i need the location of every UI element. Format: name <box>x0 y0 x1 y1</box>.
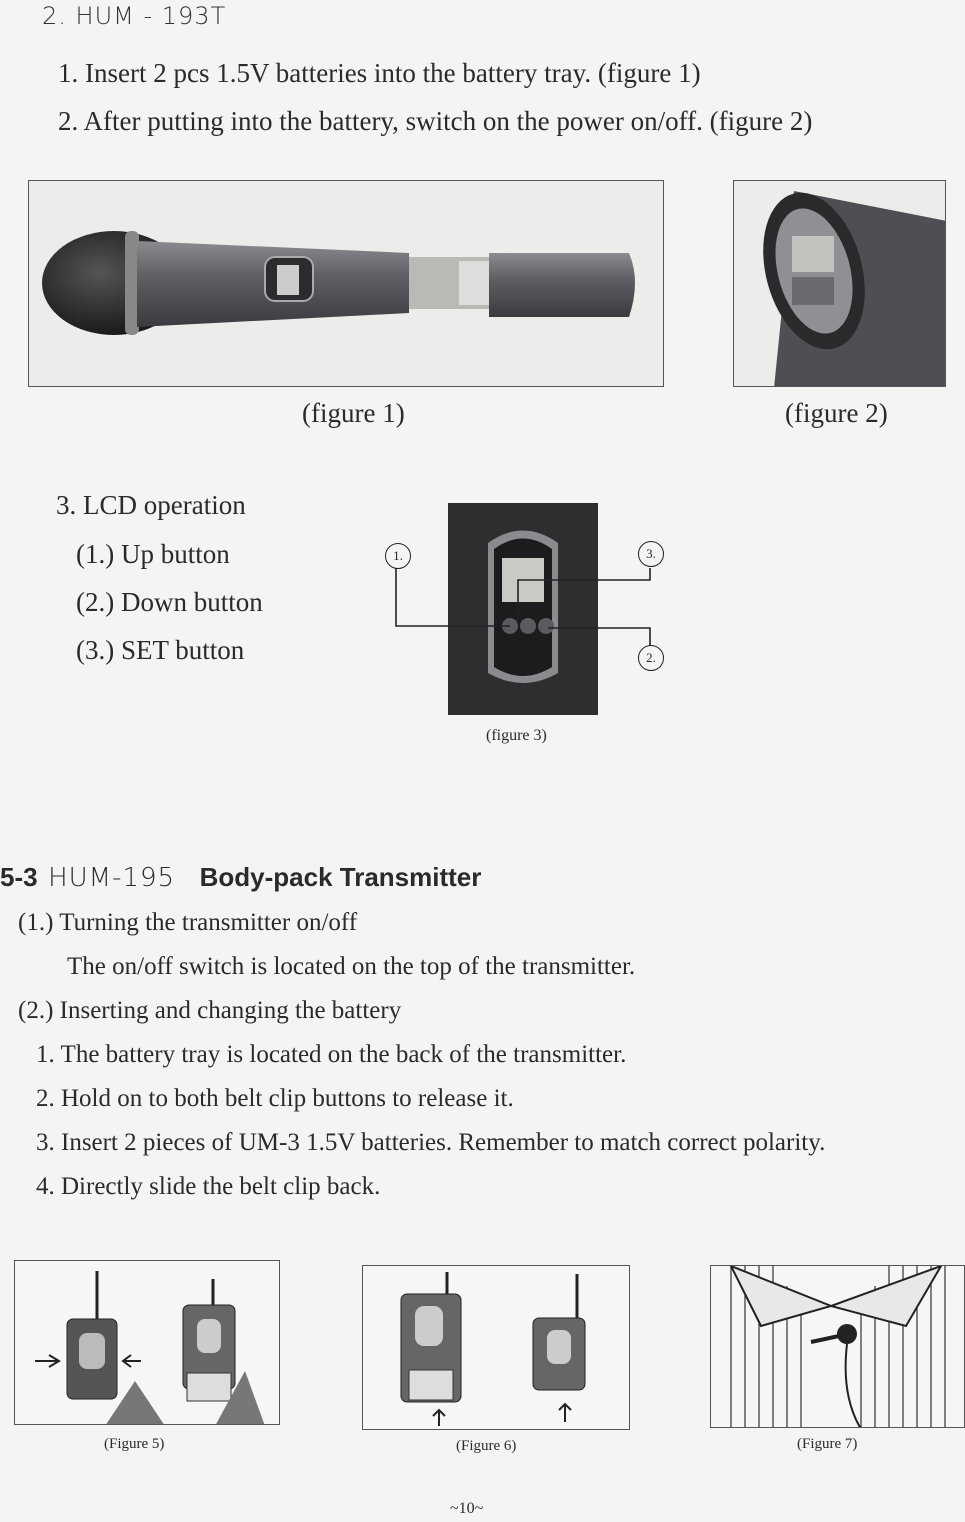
lcd-item-up: (1.) Up button <box>76 539 230 569</box>
callout-3: 3. <box>638 541 664 567</box>
lcd-item-set: (3.) SET button <box>76 635 245 665</box>
body-step-4: 4. Directly slide the belt clip back. <box>36 1173 381 1200</box>
lcd-heading: 3. LCD operation <box>56 490 246 520</box>
step-1: 1. Insert 2 pcs 1.5V batteries into the battery tray. (figure 1) <box>58 58 701 88</box>
page-number: ~10~ <box>450 1500 484 1517</box>
figure-1-caption: (figure 1) <box>302 398 405 428</box>
body-step-3: 3. Insert 2 pieces of UM-3 1.5V batteries. Remember to match correct polarity. <box>36 1129 826 1156</box>
figure-2-caption: (figure 2) <box>785 398 888 428</box>
shirt-microphone-illustration <box>711 1266 965 1428</box>
step-2: 2. After putting into the battery, switch on the power on/off. (figure 2) <box>58 106 813 136</box>
section-heading <box>0 862 481 893</box>
figure-6-caption: (Figure 6) <box>456 1438 517 1454</box>
figure-3-callout-lines <box>380 540 670 660</box>
battery-compartment-illustration <box>734 181 946 387</box>
figure-6-image <box>362 1265 630 1430</box>
lcd-item-down: (2.) Down button <box>76 587 263 617</box>
figure-2-image <box>733 180 946 387</box>
section-model: HUM-195 <box>48 863 176 893</box>
belt-clip-release-illustration <box>15 1261 280 1425</box>
page-header: 2. HUM - 193T <box>42 2 227 30</box>
subheading-1: (1.) Turning the transmitter on/off <box>18 909 358 936</box>
figure-5-image <box>14 1260 280 1425</box>
figure-1-image <box>28 180 664 387</box>
figure-3-caption: (figure 3) <box>486 727 547 744</box>
body-step-2: 2. Hold on to both belt clip buttons to release it. <box>36 1085 514 1112</box>
body-step-1: 1. The battery tray is located on the back of the transmitter. <box>36 1041 627 1068</box>
figure-7-caption: (Figure 7) <box>797 1436 858 1452</box>
figure-5-caption: (Figure 5) <box>104 1436 165 1452</box>
callout-1: 1. <box>385 543 411 569</box>
callout-2: 2. <box>638 645 664 671</box>
subheading-2: (2.) Inserting and changing the battery <box>18 997 402 1024</box>
subheading-1-text: The on/off switch is located on the top of the transmitter. <box>67 953 636 980</box>
section-title: Body-pack Transmitter <box>199 862 482 892</box>
battery-insert-illustration <box>363 1266 630 1430</box>
microphone-illustration <box>29 181 664 387</box>
section-number: 5-3 <box>0 862 38 892</box>
figure-7-image <box>710 1265 965 1428</box>
